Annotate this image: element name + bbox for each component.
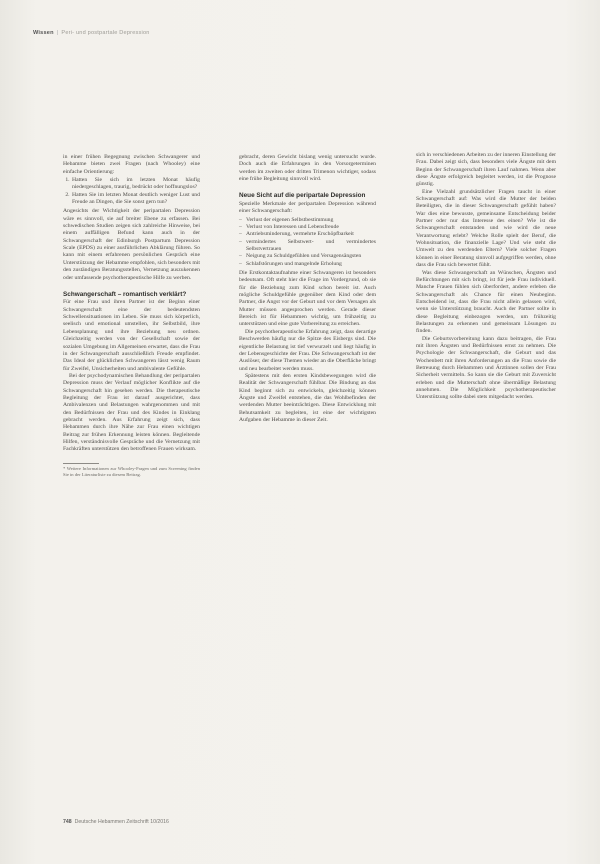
paragraph: Für eine Frau und ihren Partner ist der Beginn einer Schwangerschaft eine der bedeutendsten Schwellensituationen im Leben. Sie muss sich körperlich, seelisch und emotional umstellen, ihr Selbstbild, ihre Lebensplanung und ihre Beziehung neu ordnen. Gleichzeitig werden von der Gesellschaft sowie der sozialen Umgebung im Allgemeinen erwartet, dass die Frau in der Schwangerschaft ausschließlich Freude empfindet. Das Ideal der glücklichen Schwangeren lässt wenig Raum für Zweifel, Unsicherheiten und ambivalente Gefühle. (63, 299, 200, 372)
paragraph: Angesichts der Wichtigkeit der peripartalen Depression wäre es sinnvoll, sie auf breiter Ebene zu erfassen. Bei schwedischen Studien zeigen sich zahlreiche Hinweise, bei einem auffälligen Befund kann auch in der Schwangerschaft der Edinburgh Postpartum Depression Scale (EPDS) zu einer ausführlichen Abklärung führen. So kann mit einem erfahrenen persönlichen Gespräch eine Unterstützung der Hebamme empfohlen, sich besonders mit den zuständigen Beratungsstellen, Vernetzung auszukennen oder umfassende psychotherapeutische Hilfe zu werben. (63, 208, 200, 281)
list-item: – vermindertes Selbstwert- und vermindertes Selbstvertrauen (239, 239, 376, 254)
section-heading: Schwangerschaft – romantisch verklärt? (63, 290, 187, 298)
text-column-1 (63, 154, 200, 478)
page-number: 748 (63, 819, 72, 825)
header-section: Wissen (33, 30, 54, 36)
page-footer (63, 819, 169, 825)
text-column-2 (239, 154, 376, 424)
list-item: – Schlafstörungen und mangelnde Erholung (239, 261, 376, 268)
paragraph: sich in verschiedenen Arbeiten zu der inneren Einstellung der Frau. Dabei zeigt sich, dass besonders viele Ängste mit dem Beginn der Schwangerschaft ihren Lauf nahmen. Wenn aber diese Ängste erfolgreich begleitet werden, ist die Prognose günstig. (416, 152, 556, 188)
paragraph: Eine Vielzahl grundsätzlicher Fragen taucht in einer Schwangerschaft auf: Was wird die Mutter der beiden Beteiligten, die in dieser Schwangerschaft gefühlt haben? War dies eine bewusste, gemeinsame Entscheidung beider Partner oder nur das Interesse des einen? Wie ist die Schwangerschaft entstanden und wie wird die neue Verantwortung erlebt? Welche Rolle spielt der Beruf, die Wohnsituation, die finanzielle Lage? Und wie steht die Umwelt zu den werdenden Eltern? Viele solcher Fragen können in einer Beratung sinnvoll aufgegriffen werden, ohne dass die Frau sich bewertet fühlt. (416, 188, 556, 269)
section-heading: Neue Sicht auf die peripartale Depression (239, 192, 366, 200)
header-separator: | (56, 30, 59, 36)
paragraph: Die Geburtsvorbereitung kann dazu beitragen, die Frau mit ihren Ängsten und Bedürfnissen ernst zu nehmen. Die Psychologie der Schwangerschaft, die Geburt und das Wochenbett mit ihren Anforderungen an die Frau sowie die Betreuung durch Hebammen und Ärztinnen sollen der Frau Sicherheit vermitteln. So kann sie die Geburt mit Zuversicht erleben und die Mutterschaft ohne übermäßige Belastung annehmen. Die Möglichkeit psychotherapeutischer Unterstützung sollte dabei stets mitgedacht werden. (416, 335, 556, 401)
list-item: – Neigung zu Schuldgefühlen und Versagensängsten (239, 253, 376, 260)
list-item: 2. Hatten Sie im letzten Monat deutlich weniger Lust und Freude an Dingen, die Sie sonst gern tun? (71, 192, 200, 207)
footnote: * Weitere Informationen zur Whooley-Fragen und zum Screening finden Sie in der Literaturliste zu diesem Beitrag. (63, 466, 200, 478)
question-list (63, 177, 200, 206)
paragraph: Spezielle Merkmale der peripartalen Depression während einer Schwangerschaft: (239, 200, 376, 215)
list-item: – Verlust der eigenen Selbstbestimmung (239, 217, 376, 224)
paragraph: in einer frühen Begegnung zwischen Schwangerer und Hebamme bieten zwei Fragen (nach Whooley) eine einfache Orientierung: (63, 154, 200, 175)
paragraph: Die Erstkontaktaufnahme einer Schwangeren ist besonders bedeutsam. Oft steht hier die Frage im Vordergrund, ob sie für die Beziehung zum Kind schon bereit ist. Auch mögliche Schuldgefühle gegenüber dem Kind oder dem Partner, die Angst vor der Geburt und vor dem Versagen als Mutter müssen angesprochen werden. Gerade dieser Bereich ist für Hebammen wichtig, um frühzeitig zu unterstützen und eine gute Vorbereitung zu erreichen. (239, 270, 376, 328)
header-topic: Peri- und postpartale Depression (61, 30, 150, 36)
paragraph: Bei der psychodynamischen Behandlung der peripartalen Depression muss der Verlauf möglicher Konflikte auf die Schwangerschaft hin gesehen werden. Die therapeutische Begleitung der Frau ist darauf ausgerichtet, dass Ambivalenzen und Belastungen wahrgenommen und mit den Bedürfnissen der Frau und des Kindes in Einklang gebracht werden. Aus Erfahrung zeigt sich, dass Hebammen durch ihre Nähe zur Frau einen wichtigen Beitrag zur frühen Erkennung leisten können. Begleitende Hilfen, verständnisvolle Gespräche und die Vernetzung mit Fachkräften unterstützen den betroffenen Frauen wirksam. (63, 372, 200, 453)
list-item: – Antriebsminderung, vermehrte Erschöpfbarkeit (239, 231, 376, 238)
text-column-3 (416, 152, 556, 402)
paragraph: gebracht, deren Gewicht bislang wenig untersucht wurde. Doch auch die Erfahrungen in den Vorsorgeterminen werden im zweiten oder dritten Trimenon wichtiger, sodass eine frühe Begleitung sinnvoll wird. (239, 154, 376, 183)
paragraph: Spätestens mit den ersten Kindsbewegungen wird die Realität der Schwangerschaft fühlbar. Die Bindung an das Kind beginnt sich zu entwickeln, gleichzeitig können Ängste und Zweifel entstehen, die das Wohlbefinden der werdenden Mutter beeinträchtigen. Diese Entwicklung mit Behutsamkeit zu begleiten, ist eine der wichtigsten Aufgaben der Hebamme in dieser Zeit. (239, 372, 376, 423)
paragraph: Was diese Schwangerschaft an Wünschen, Ängsten und Befürchtungen mit sich bringt, ist für jede Frau individuell. Manche Frauen fühlen sich überfordert, andere erleben die Schwangerschaft als Chance für einen Neubeginn. Entscheidend ist, dass die Frau nicht allein gelassen wird, wenn sie Unterstützung braucht. Auch der Partner sollte in diese Begleitung einbezogen werden, um frühzeitig Belastungen zu erkennen und gemeinsam Lösungen zu finden. (416, 269, 556, 335)
list-item: 1. Hatten Sie sich im letzten Monat häufig niedergeschlagen, traurig, bedrückt oder hoffnungslos? (71, 177, 200, 192)
paragraph: Die psychotherapeutische Erfahrung zeigt, dass derartige Beschwerden häufig nur die Spitze des Eisbergs sind. Die eigentliche Belastung ist tief verwurzelt und liegt häufig in der Lebensgeschichte der Frau. Die Schwangerschaft ist der Auslöser, der diese Themen wieder an die Oberfläche bringt und neu bearbeitet werden muss. (239, 328, 376, 372)
journal-name: Deutsche Hebammen Zeitschrift 10/2016 (74, 819, 169, 825)
symptom-list (239, 217, 376, 268)
running-header (33, 30, 570, 36)
footnote-divider (63, 463, 99, 464)
list-item: – Verlust von Interessen und Lebensfreude (239, 224, 376, 231)
